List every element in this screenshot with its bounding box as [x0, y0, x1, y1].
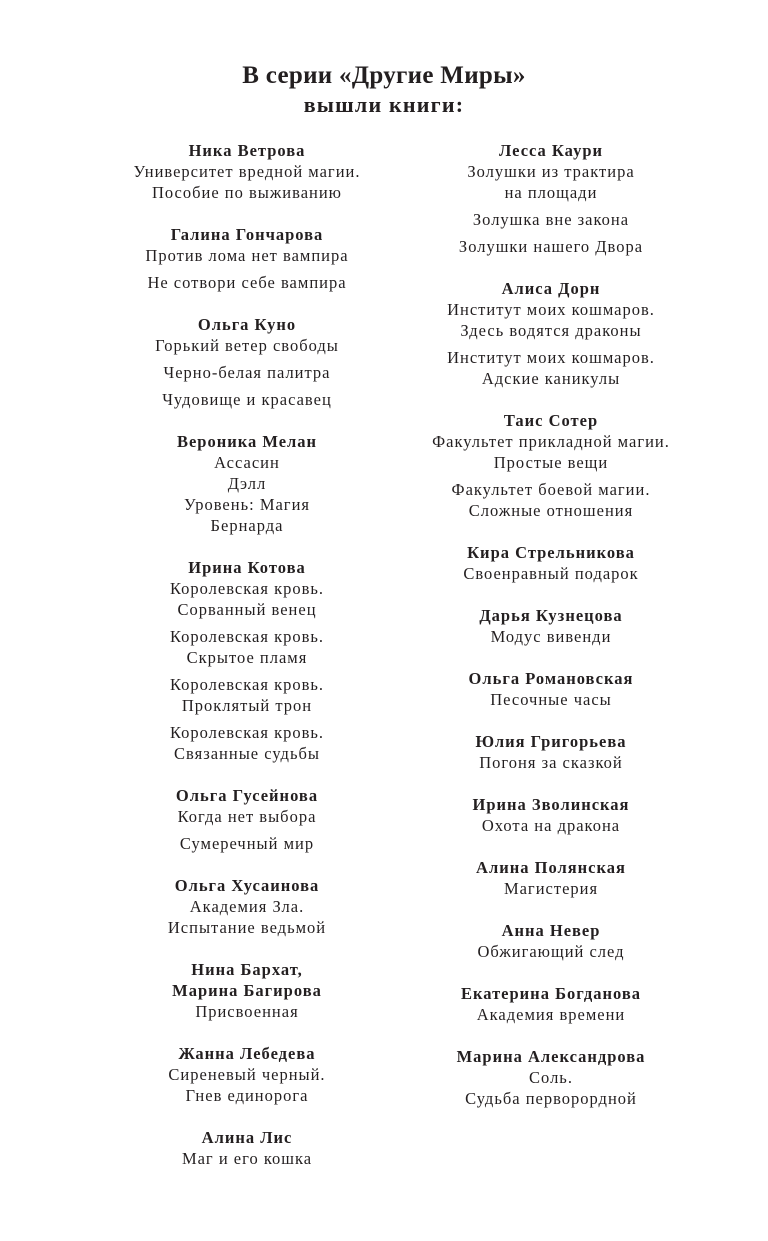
author-name	[386, 605, 716, 626]
author-name-line: Галина Гончарова	[170, 225, 324, 244]
author-name	[386, 278, 716, 299]
author-entry	[386, 542, 716, 584]
author-name-line: Ирина Зволинская	[472, 795, 630, 814]
author-name-line: Ольга Романовская	[468, 669, 634, 688]
book-title-line: Горький ветер свободы	[155, 336, 339, 355]
book-title	[82, 1064, 412, 1106]
book-title	[386, 563, 716, 584]
author-name	[386, 731, 716, 752]
book-title	[386, 815, 716, 836]
left-column	[82, 140, 412, 1169]
author-name	[82, 140, 412, 161]
book-title	[82, 452, 412, 536]
series-title: В серии «Другие Миры»	[242, 62, 526, 89]
author-entry	[386, 920, 716, 962]
book-title-line: Институт моих кошмаров.	[447, 348, 655, 367]
author-entry	[82, 959, 412, 1022]
book-title	[82, 833, 412, 854]
book-title	[82, 578, 412, 620]
author-name-line: Нина Бархат,	[191, 960, 303, 979]
author-entry	[82, 431, 412, 536]
book-title-line: Университет вредной магии.	[133, 162, 361, 181]
author-name	[82, 557, 412, 578]
author-entry	[386, 983, 716, 1025]
book-title	[386, 299, 716, 341]
author-name-line: Юлия Григорьева	[475, 732, 627, 751]
author-entry	[386, 668, 716, 710]
book-title-line: Сорванный венец	[177, 600, 317, 619]
book-title-line: Своенравный подарок	[463, 564, 639, 583]
book-title-line: Судьба перворордной	[465, 1089, 637, 1108]
book-title-line: Сложные отношения	[468, 501, 634, 520]
book-title	[82, 674, 412, 716]
book-title-line: Не сотвори себе вампира	[147, 273, 347, 292]
author-entry	[82, 140, 412, 203]
book-title-line: Уровень: Магия	[184, 495, 310, 514]
book-title-line: Королевская кровь.	[169, 627, 325, 646]
author-name-line: Дарья Кузнецова	[479, 606, 623, 625]
author-name	[82, 431, 412, 452]
book-title-line: Песочные часы	[490, 690, 612, 709]
book-title-line: Королевская кровь.	[169, 675, 325, 694]
author-name	[82, 314, 412, 335]
book-title-line: Бернарда	[210, 516, 284, 535]
book-title	[386, 941, 716, 962]
author-entry	[386, 605, 716, 647]
author-name-line: Жанна Лебедева	[178, 1044, 316, 1063]
book-title	[386, 347, 716, 389]
book-title-line: на площади	[504, 183, 598, 202]
book-title	[82, 1148, 412, 1169]
book-title-line: Проклятый трон	[181, 696, 313, 715]
book-title	[82, 806, 412, 827]
book-title-line: Факультет боевой магии.	[451, 480, 651, 499]
author-entry	[386, 731, 716, 773]
book-title-line: Связанные судьбы	[174, 744, 320, 763]
author-name-line: Вероника Мелан	[176, 432, 318, 451]
author-entry	[386, 278, 716, 389]
author-entry	[82, 875, 412, 938]
book-title-line: Когда нет выбора	[177, 807, 317, 826]
author-name	[386, 920, 716, 941]
author-entry	[386, 140, 716, 257]
author-entry	[82, 557, 412, 764]
book-title-line: Простые вещи	[493, 453, 609, 472]
book-title-line: Охота на дракона	[481, 816, 621, 835]
author-entry	[386, 1046, 716, 1109]
author-name	[82, 785, 412, 806]
author-name	[82, 1043, 412, 1064]
author-name	[82, 875, 412, 896]
book-title-line: Обжигающий след	[477, 942, 625, 961]
book-title-line: Маг и его кошка	[181, 1149, 313, 1168]
author-name	[386, 794, 716, 815]
book-title-line: Против лома нет вампира	[145, 246, 349, 265]
author-name-line: Таис Сотер	[503, 411, 599, 430]
book-title-line: Сумеречный мир	[179, 834, 315, 853]
book-title	[386, 479, 716, 521]
book-title-line: Академия Зла.	[189, 897, 305, 916]
book-title	[386, 1004, 716, 1025]
book-title	[386, 431, 716, 473]
author-name	[82, 224, 412, 245]
author-name-line: Марина Багирова	[172, 981, 322, 1000]
author-name	[386, 668, 716, 689]
book-title-line: Магистерия	[503, 879, 599, 898]
book-title	[386, 161, 716, 203]
book-title	[82, 362, 412, 383]
author-name-line: Алина Полянская	[476, 858, 626, 877]
book-title	[82, 1001, 412, 1022]
author-name-line: Екатерина Богданова	[460, 984, 641, 1003]
book-title	[386, 878, 716, 899]
book-title	[386, 752, 716, 773]
book-title-line: Пособие по выживанию	[151, 183, 343, 202]
book-title-line: Золушка вне закона	[472, 210, 630, 229]
book-title	[82, 335, 412, 356]
author-entry	[82, 224, 412, 293]
book-title-line: Академия времени	[476, 1005, 626, 1024]
author-name	[386, 542, 716, 563]
book-title-line: Королевская кровь.	[169, 723, 325, 742]
book-title-line: Погоня за сказкой	[479, 753, 623, 772]
author-entry	[386, 857, 716, 899]
book-title-line: Ассасин	[214, 453, 280, 472]
book-title-line: Черно-белая палитра	[163, 363, 331, 382]
author-name-line: Ольга Хусаинова	[174, 876, 320, 895]
author-name-line: Ольга Куно	[197, 315, 297, 334]
book-title	[82, 896, 412, 938]
author-entry	[386, 794, 716, 836]
author-name	[386, 1046, 716, 1067]
series-subtitle: вышли книги:	[303, 92, 465, 117]
book-title-line: Скрытое пламя	[186, 648, 308, 667]
book-title	[82, 389, 412, 410]
author-name-line: Алиса Дорн	[501, 279, 601, 298]
author-name	[386, 140, 716, 161]
book-title-line: Адские каникулы	[481, 369, 621, 388]
book-title-line: Золушки нашего Двора	[458, 237, 644, 256]
author-name-line: Кира Стрельникова	[467, 543, 635, 562]
right-column	[386, 140, 716, 1109]
book-title-line: Чудовище и красавец	[162, 390, 332, 409]
book-title	[82, 245, 412, 266]
author-name	[386, 983, 716, 1004]
author-name-line: Алина Лис	[201, 1128, 293, 1147]
book-title-line: Сиреневый черный.	[168, 1065, 326, 1084]
author-name-line: Анна Невер	[501, 921, 601, 940]
book-title-line: Здесь водятся драконы	[460, 321, 642, 340]
book-title-line: Соль.	[529, 1068, 573, 1087]
book-title	[82, 722, 412, 764]
author-entry	[82, 314, 412, 410]
book-title	[386, 209, 716, 230]
author-name-line: Лесса Каури	[498, 141, 604, 160]
book-title	[386, 1067, 716, 1109]
author-entry	[82, 1043, 412, 1106]
author-name-line: Ирина Котова	[188, 558, 306, 577]
book-title	[82, 272, 412, 293]
book-title-line: Гнев единорога	[185, 1086, 309, 1105]
book-title-line: Институт моих кошмаров.	[447, 300, 655, 319]
author-name-line: Марина Александрова	[456, 1047, 646, 1066]
book-title-line: Королевская кровь.	[169, 579, 325, 598]
author-entry	[386, 410, 716, 521]
book-title-line: Дэлл	[227, 474, 267, 493]
book-title-line: Модус вивенди	[490, 627, 612, 646]
book-title	[386, 689, 716, 710]
book-title-line: Испытание ведьмой	[167, 918, 327, 937]
book-title-line: Факультет прикладной магии.	[432, 432, 670, 451]
author-name	[386, 857, 716, 878]
book-title	[386, 236, 716, 257]
author-name	[386, 410, 716, 431]
book-title-line: Золушки из трактира	[467, 162, 635, 181]
author-name-line: Ника Ветрова	[188, 141, 306, 160]
author-entry	[82, 1127, 412, 1169]
book-title	[386, 626, 716, 647]
author-name	[82, 959, 412, 1001]
book-title	[82, 161, 412, 203]
author-entry	[82, 785, 412, 854]
author-name-line: Ольга Гусейнова	[175, 786, 319, 805]
book-title-line: Присвоенная	[195, 1002, 299, 1021]
author-name	[82, 1127, 412, 1148]
book-title	[82, 626, 412, 668]
